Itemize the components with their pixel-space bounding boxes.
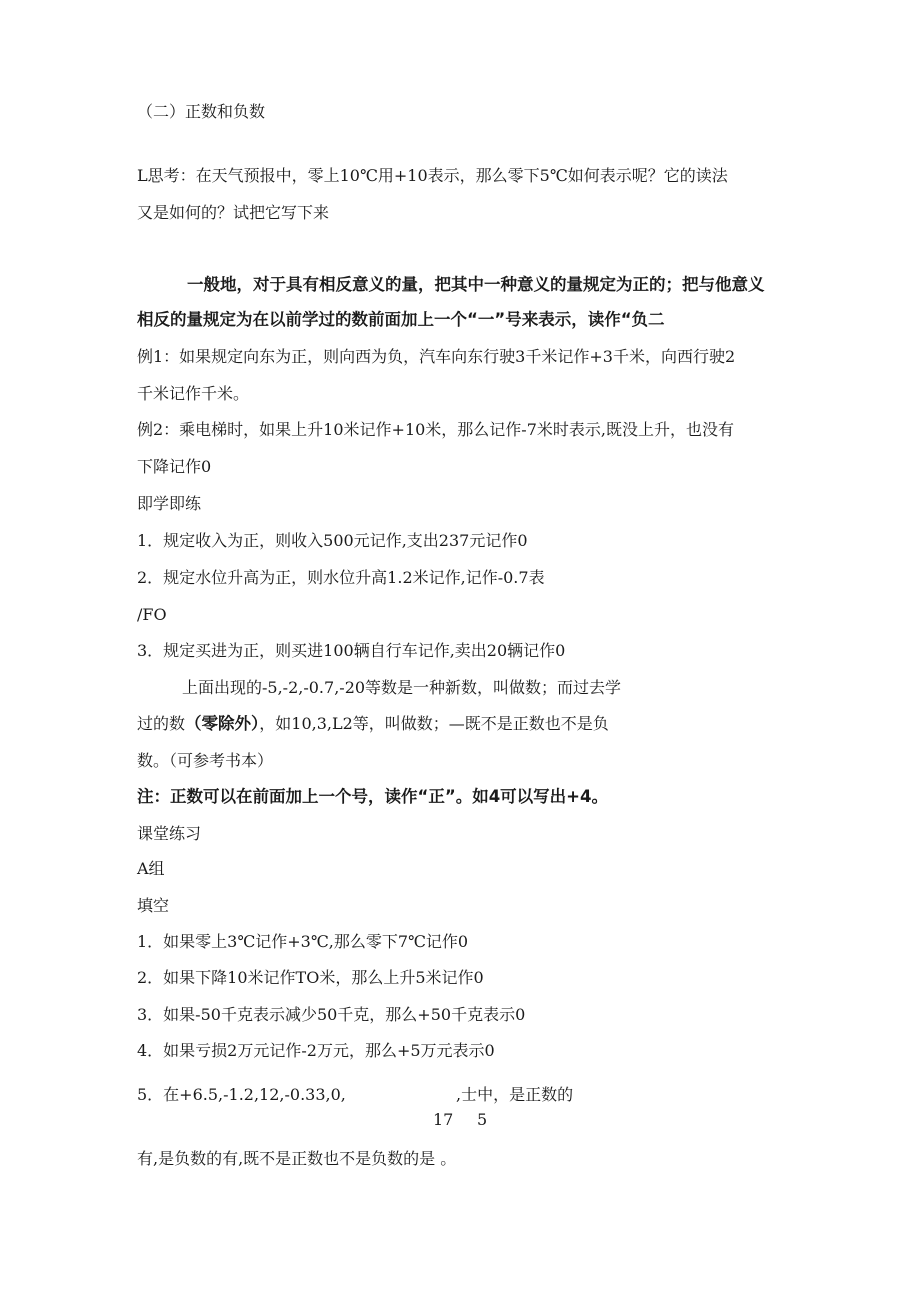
question-1: 1．如果零上3℃记作+3℃,那么零下7℃记作0 bbox=[137, 932, 469, 951]
definition-line-1: 一般地，对于具有相反意义的量，把其中一种意义的量规定为正的；把与他意义 bbox=[187, 275, 765, 294]
question-4: 4．如果亏损2万元记作-2万元，那么+5万元表示0 bbox=[137, 1041, 495, 1060]
practice-item-3: 3．规定买进为正，则买进100辆自行车记作,卖出20辆记作0 bbox=[137, 641, 566, 660]
fill-blank-heading: 填空 bbox=[137, 896, 170, 915]
question-2: 2．如果下降10米记作TO米，那么上升5米记作0 bbox=[137, 968, 484, 987]
definition-line-2: 相反的量规定为在以前学过的数前面加上一个“一”号来表示，读作“负二 bbox=[137, 310, 665, 329]
summary-line-2-a: 过的数 bbox=[137, 714, 186, 733]
classwork-heading: 课堂练习 bbox=[137, 824, 202, 843]
section-title: （二）正数和负数 bbox=[137, 102, 266, 121]
summary-line-2-b: （零除外） bbox=[185, 714, 260, 733]
example-1-line-1: 例1：如果规定向东为正，则向西为负，汽车向东行驶3千米记作+3千米，向西行驶2 bbox=[137, 347, 736, 366]
question-5-a: 5．在+6.5,-1.2,12,-0.33,0, bbox=[137, 1085, 346, 1104]
summary-line-1: 上面出现的-5,-2,-0.7,-20等数是一种新数，叫做数；而过去学 bbox=[182, 678, 622, 697]
think-line-2: 又是如何的？试把它写下来 bbox=[137, 203, 330, 222]
practice-item-1: 1．规定收入为正，则收入500元记作,支出237元记作0 bbox=[137, 531, 528, 550]
think-line-1: L思考：在天气预报中，零上10℃用+10表示，那么零下5℃如何表示呢？它的读法 bbox=[137, 166, 728, 185]
question-5-denominator-a: 17 bbox=[433, 1110, 454, 1129]
summary-line-3: 数。（可参考书本） bbox=[137, 751, 274, 770]
question-3: 3．如果-50千克表示减少50千克，那么+50千克表示0 bbox=[137, 1005, 526, 1024]
question-5-denominator-b: 5 bbox=[477, 1110, 488, 1129]
note-line: 注：正数可以在前面加上一个号，读作“正”。如4可以写出+4。 bbox=[137, 787, 608, 806]
summary-line-2-c: ，如10,3,L2等，叫做数；—既不是正数也不是负 bbox=[259, 714, 609, 733]
example-2-line-2: 下降记作0 bbox=[137, 457, 212, 476]
practice-item-2: 2．规定水位升高为正，则水位升高1.2米记作,记作-0.7表 bbox=[137, 568, 545, 587]
group-a-heading: A组 bbox=[137, 859, 165, 878]
summary-line-2 bbox=[137, 712, 609, 736]
example-1-line-2: 千米记作千米。 bbox=[137, 384, 250, 403]
practice-heading: 即学即练 bbox=[137, 494, 202, 513]
example-2-line-1: 例2：乘电梯时，如果上升10米记作+10米，那么记作-7米时表示,既没上升，也没有 bbox=[137, 420, 734, 439]
question-5-b: ,士中，是正数的 bbox=[456, 1085, 574, 1104]
practice-item-2-cont: /FO bbox=[137, 605, 167, 624]
question-5-line-2: 有,是负数的有,既不是正数也不是负数的是 。 bbox=[137, 1149, 457, 1168]
